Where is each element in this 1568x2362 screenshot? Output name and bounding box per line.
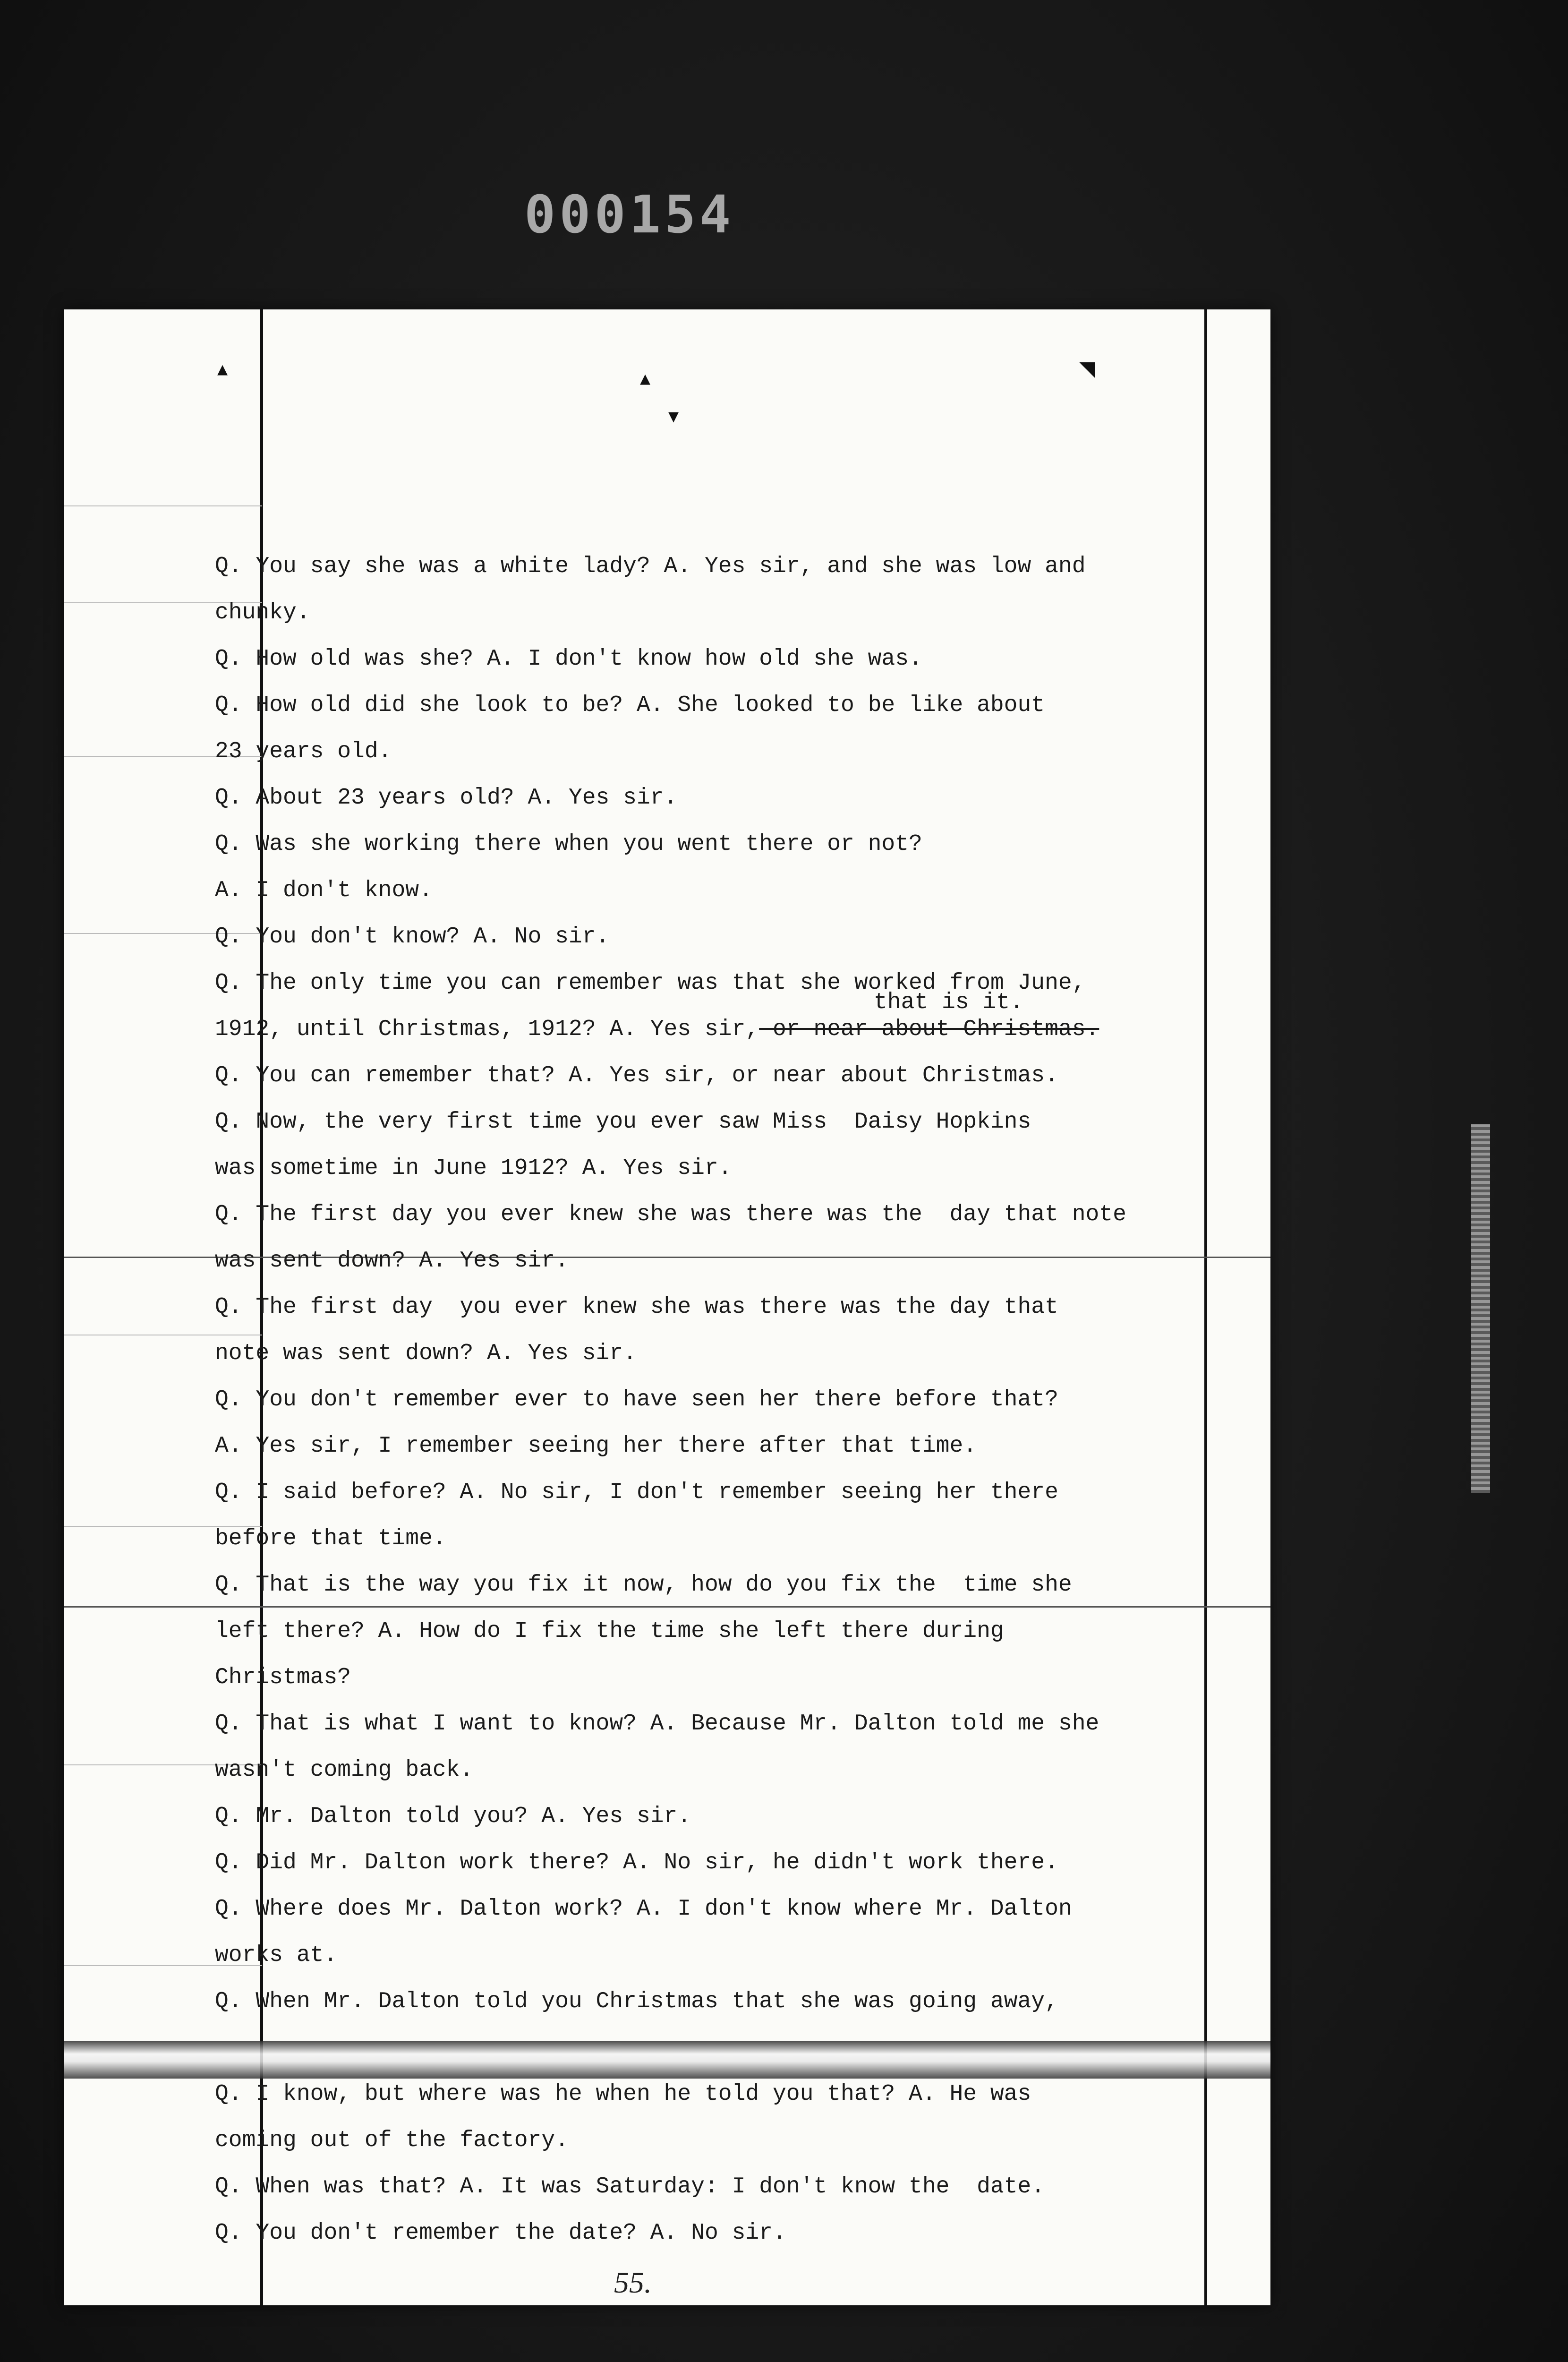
transcript-line: was sometime in June 1912? A. Yes sir.	[215, 1155, 732, 1181]
ink-speck: ▴	[640, 366, 651, 390]
transcript-line-with-correction	[215, 1006, 1226, 1053]
transcript-line: 23 years old.	[215, 739, 392, 764]
transcript-line: coming out of the factory.	[215, 2128, 569, 2153]
film-edge-strip	[1471, 1124, 1490, 1493]
transcript-line: Q. I said before? A. No sir, I don't remember seeing her there	[215, 1480, 1058, 1505]
transcript-line: wasn't coming back.	[215, 1757, 474, 1783]
transcript-line: chunky.	[215, 600, 310, 625]
transcript-line: Q. The first day you ever knew she was there was the day that note	[215, 1202, 1126, 1227]
transcript-body	[215, 543, 1226, 2256]
transcript-line: Q. About 23 years old? A. Yes sir.	[215, 785, 678, 811]
transcript-line: Q. You don't know? A. No sir.	[215, 924, 610, 950]
transcript-line: works at.	[215, 1943, 338, 1968]
transcript-line-text: 1912, until Christmas, 1912? A. Yes sir,	[215, 1017, 759, 1042]
transcript-line: Q. How old did she look to be? A. She looked to be like about	[215, 693, 1045, 718]
transcript-line: Q. You say she was a white lady? A. Yes sir, and she was low and	[215, 554, 1086, 579]
transcript-line: Q. You don't remember the date? A. No sir.	[215, 2220, 786, 2246]
transcript-line: Q. The first day you ever knew she was there was the day that	[215, 1294, 1058, 1320]
ink-speck: ▾	[668, 404, 679, 428]
transcript-line: Q. Where does Mr. Dalton work? A. I don't know where Mr. Dalton	[215, 1896, 1072, 1922]
transcript-line: Q. Now, the very first time you ever saw Miss Daisy Hopkins	[215, 1109, 1031, 1135]
transcript-line: was sent down? A. Yes sir.	[215, 1248, 569, 1274]
transcript-line: A. Yes sir, I remember seeing her there after that time.	[215, 1433, 977, 1459]
struck-text: or near about Christmas.	[759, 1017, 1099, 1042]
transcript-line: Q. When Mr. Dalton told you Christmas that she was going away,	[215, 1989, 1058, 2014]
transcript-line: left there? A. How do I fix the time she left there during	[215, 1618, 1004, 1644]
transcript-line: A. I don't know.	[215, 878, 433, 903]
transcript-line: Christmas?	[215, 1665, 351, 1690]
ink-speck: ▴	[217, 357, 228, 381]
transcript-line: Q. How old was she? A. I don't know how old she was.	[215, 646, 922, 672]
ledger-faint-line	[64, 505, 262, 506]
obscured-line	[215, 2025, 1226, 2071]
frame-stamp: 000154	[524, 184, 735, 245]
transcript-line: note was sent down? A. Yes sir.	[215, 1341, 637, 1366]
transcript-line: Q. That is the way you fix it now, how do you fix the time she	[215, 1572, 1072, 1598]
transcript-line: Q. Was she working there when you went there or not?	[215, 831, 922, 857]
transcript-line: Q. I know, but where was he when he told you that? A. He was	[215, 2081, 1031, 2107]
ink-speck: ◥	[1079, 357, 1095, 381]
handwritten-insertion: that is it.	[874, 990, 1023, 1015]
transcript-line: Q. When was that? A. It was Saturday: I don't know the date.	[215, 2174, 1045, 2199]
transcript-line: Q. Did Mr. Dalton work there? A. No sir, he didn't work there.	[215, 1850, 1058, 1875]
transcript-line: Q. That is what I want to know? A. Because Mr. Dalton told me she	[215, 1711, 1099, 1737]
page-number: 55.	[614, 2266, 652, 2299]
transcript-line: Q. The only time you can remember was that she worked from June,	[215, 970, 1086, 996]
transcript-line: Q. Mr. Dalton told you? A. Yes sir.	[215, 1804, 691, 1829]
transcript-line: Q. You can remember that? A. Yes sir, or near about Christmas.	[215, 1063, 1058, 1088]
transcript-line: Q. You don't remember ever to have seen her there before that?	[215, 1387, 1058, 1412]
transcript-line: before that time.	[215, 1526, 446, 1551]
